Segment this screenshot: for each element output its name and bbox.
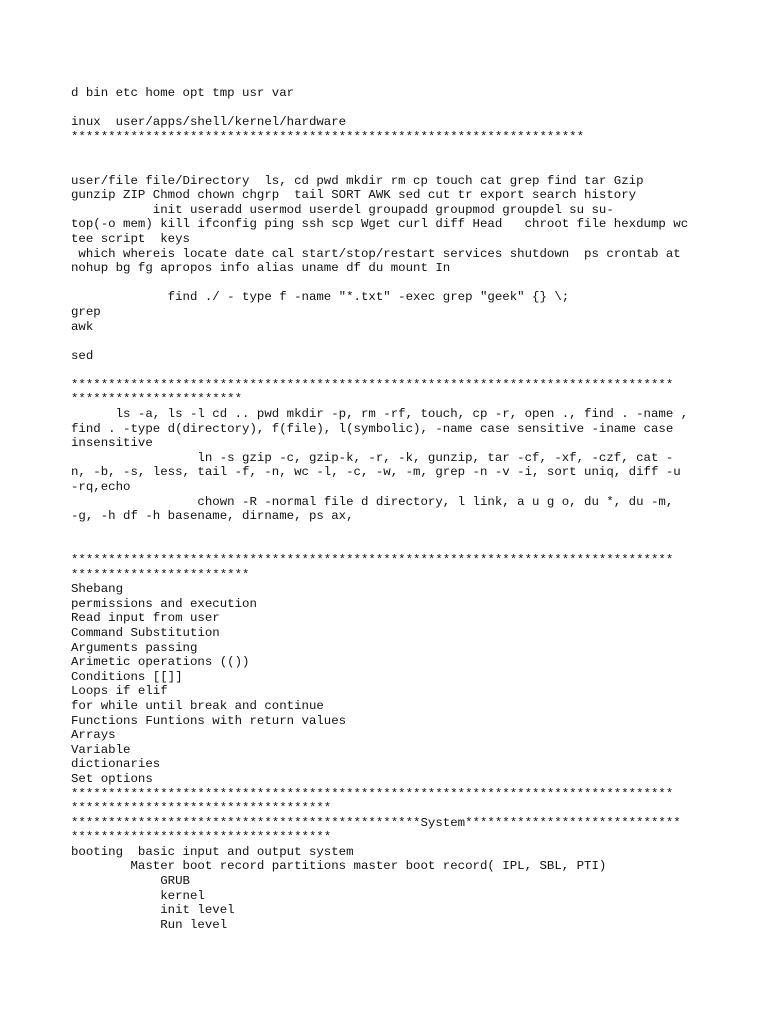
text-line: *********************************** bbox=[71, 801, 332, 816]
text-line: permissions and execution bbox=[71, 596, 257, 611]
text-line bbox=[71, 538, 711, 553]
text-line bbox=[71, 276, 711, 291]
text-line: dictionaries bbox=[71, 757, 161, 772]
text-line: tee script keys bbox=[71, 231, 190, 246]
text-line: Read input from user bbox=[71, 611, 220, 626]
text-line: d bin etc home opt tmp usr var bbox=[71, 86, 295, 100]
text-line: gunzip ZIP Chmod chown chgrp tail SORT AWK sed cut tr export search history bbox=[71, 188, 637, 203]
text-line: Set options bbox=[71, 771, 153, 786]
text-line: Conditions [[]] bbox=[71, 669, 183, 684]
text-line: Variable bbox=[71, 742, 131, 757]
text-line: Run level bbox=[71, 917, 228, 932]
text-line: inux user/apps/shell/kernel/hardware bbox=[71, 115, 347, 130]
text-line: insensitive bbox=[71, 436, 153, 451]
text-line bbox=[71, 159, 711, 174]
text-line bbox=[71, 101, 711, 116]
text-line: kernel bbox=[71, 888, 205, 903]
text-line: Command Substitution bbox=[71, 625, 220, 640]
text-line: ********************************************************************************* bbox=[71, 377, 674, 392]
text-line: find ./ - type f -name "*.txt" -exec grep "geek" {} \; bbox=[71, 290, 570, 305]
text-line: -rq,echo bbox=[71, 480, 131, 495]
text-line: ********************************************************************* bbox=[71, 129, 585, 144]
text-line: *********************** bbox=[71, 392, 243, 407]
text-line: which whereis locate date cal start/stop/restart services shutdown ps crontab at bbox=[71, 246, 681, 261]
text-line: Arrays bbox=[71, 728, 116, 743]
text-line: Shebang bbox=[71, 582, 124, 597]
text-line: ********************************************************************************* bbox=[71, 786, 674, 801]
text-line: GRUB bbox=[71, 874, 190, 889]
text-line: init useradd usermod userdel groupadd groupmod groupdel su su- bbox=[71, 202, 614, 217]
text-line: grep bbox=[71, 304, 101, 319]
text-line: ********************************************************************************* bbox=[71, 553, 674, 567]
text-line: Master boot record partitions master boot record( IPL, SBL, PTI) bbox=[71, 859, 607, 874]
text-line: awk bbox=[71, 319, 94, 334]
text-line: Loops if elif bbox=[71, 684, 168, 699]
text-line: for while until break and continue bbox=[71, 698, 324, 713]
text-line bbox=[71, 334, 711, 349]
text-line: booting basic input and output system bbox=[71, 844, 354, 859]
text-line bbox=[71, 363, 711, 378]
text-line: user/file file/Directory ls, cd pwd mkdir rm cp touch cat grep find tar Gzip bbox=[71, 173, 644, 188]
text-line: ls -a, ls -l cd .. pwd mkdir -p, rm -rf, touch, cp -r, open ., find . -name , bbox=[71, 407, 689, 422]
text-line: Arguments passing bbox=[71, 640, 198, 655]
text-line: ln -s gzip -c, gzip-k, -r, -k, gunzip, tar -cf, -xf, -czf, cat - bbox=[71, 450, 674, 465]
text-line bbox=[71, 524, 711, 539]
text-line: top(-o mem) kill ifconfig ping ssh scp Wget curl diff Head chroot file hexdump wc bbox=[71, 217, 689, 232]
text-line: Arimetic operations (()) bbox=[71, 655, 250, 670]
text-line: ***********************************************System***************************** bbox=[71, 815, 681, 830]
text-line: chown -R -normal file d directory, l link, a u g o, du *, du -m, bbox=[71, 494, 674, 509]
text-line: find . -type d(directory), f(file), l(symbolic), -name case sensitive -iname case bbox=[71, 421, 674, 436]
text-line bbox=[71, 144, 711, 159]
text-line: ************************ bbox=[71, 567, 250, 582]
text-line: nohup bg fg apropos info alias uname df du mount In bbox=[71, 261, 451, 276]
text-line: Functions Funtions with return values bbox=[71, 713, 347, 728]
text-line: n, -b, -s, less, tail -f, -n, wc -l, -c, -w, -m, grep -n -v -i, sort uniq, diff -u bbox=[71, 465, 681, 480]
text-line: -g, -h df -h basename, dirname, ps ax, bbox=[71, 509, 354, 524]
text-line: init level bbox=[71, 903, 235, 918]
document-text bbox=[71, 86, 711, 932]
text-line: sed bbox=[71, 348, 94, 363]
text-line: *********************************** bbox=[71, 830, 332, 845]
